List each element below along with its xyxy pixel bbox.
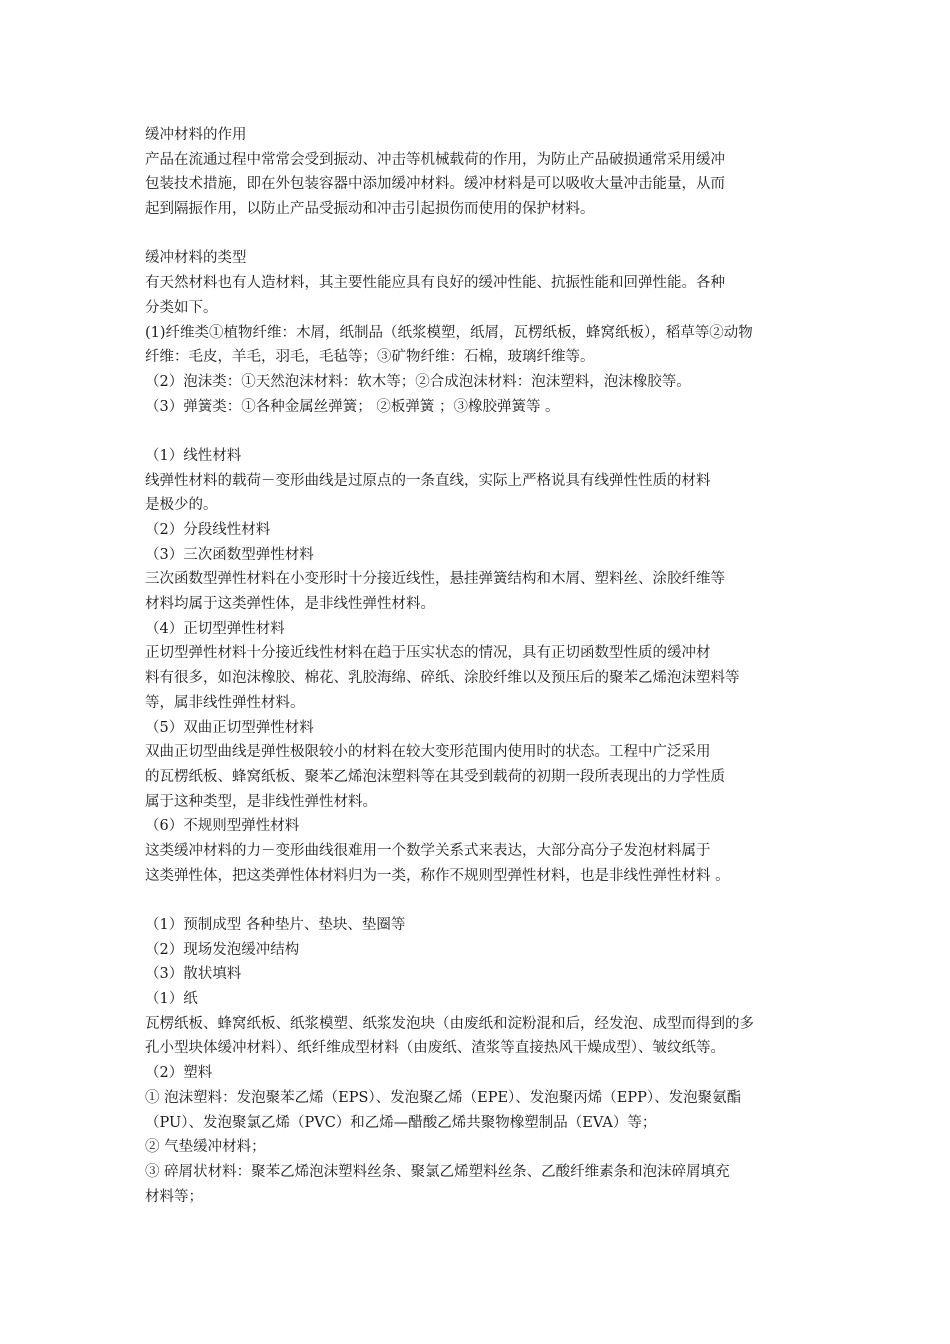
text-line: 这类弹性体，把这类弹性体材料归为一类，称作不规则型弹性材料，也是非线性弹性材料 。 (145, 867, 730, 884)
text-line: 等，属非线性弹性材料。 (145, 694, 305, 711)
blank-line (145, 222, 808, 247)
text-line: （2）塑料 (145, 1065, 213, 1082)
text-line: 起到隔振作用，以防止产品受振动和冲击引起损伤而使用的保护材料。 (145, 201, 595, 218)
text-line: 线弹性材料的载荷－变形曲线是过原点的一条直线，实际上严格说具有线弹性性质的材料 (145, 472, 711, 489)
text-line: 三次函数型弹性材料在小变形时十分接近线性，悬挂弹簧结构和木屑、塑料丝、涂胶纤维等 (145, 571, 725, 588)
blank-line (145, 888, 808, 913)
text-line: 瓦楞纸板、蜂窝纸板、纸浆模塑、纸浆发泡块（由废纸和淀粉混和后，经发泡、成型而得到的多 (145, 1015, 754, 1032)
text-line: （6）不规则型弹性材料 (145, 818, 300, 835)
text-line: 材料均属于这类弹性体，是非线性弹性材料。 (145, 596, 435, 613)
text-line: 分类如下。 (145, 299, 218, 316)
document-body (145, 123, 808, 1209)
text-line: （3）三次函数型弹性材料 (145, 546, 314, 563)
text-line: 缓冲材料的类型 (145, 250, 247, 267)
text-line: 有天然材料也有人造材料，其主要性能应具有良好的缓冲性能、抗振性能和回弹性能。各种 (145, 275, 725, 292)
text-line: ③ 碎屑状材料：聚苯乙烯泡沫塑料丝条、聚氯乙烯塑料丝条、乙酸纤维素条和泡沫碎屑填充 (145, 1163, 730, 1180)
text-line: 属于这种类型，是非线性弹性材料。 (145, 793, 377, 810)
text-line: 纤维：毛皮，羊毛，羽毛，毛毡等；③矿物纤维：石棉，玻璃纤维等。 (145, 349, 595, 366)
text-line: （2）现场发泡缓冲结构 (145, 941, 300, 958)
text-line: ② 气垫缓冲材料； (145, 1139, 266, 1156)
text-line: （1）预制成型 各种垫片、垫块、垫圈等 (145, 917, 406, 933)
text-line: 正切型弹性材料十分接近线性材料在趋于压实状态的情况，具有正切函数型性质的缓冲材 (145, 645, 711, 662)
text-line: （1）纸 (145, 991, 198, 1008)
text-line: （PU）、发泡聚氯乙烯（PVC）和乙烯—醋酸乙烯共聚物橡塑制品（EVA）等； (145, 1114, 657, 1131)
text-line: ① 泡沫塑料：发泡聚苯乙烯（EPS）、发泡聚乙烯（EPE）、发泡聚丙烯（EPP）、发泡聚氨酯 (145, 1089, 742, 1106)
text-line: （5）双曲正切型弹性材料 (145, 719, 314, 736)
text-line: （4）正切型弹性材料 (145, 620, 285, 637)
text-line: 是极少的。 (145, 497, 218, 514)
text-line: 孔小型块体缓冲材料）、纸纤维成型材料（由废纸、渣浆等直接热风干燥成型）、皱纹纸等。 (145, 1040, 725, 1057)
text-line: 缓冲材料的作用 (145, 127, 247, 143)
blank-line (145, 419, 808, 444)
text-line: 的瓦楞纸板、蜂窝纸板、聚苯乙烯泡沫塑料等在其受到载荷的初期一段所表现出的力学性质 (145, 768, 725, 785)
text-line: 材料等； (145, 1188, 203, 1205)
text-line: 双曲正切型曲线是弹性极限较小的材料在较大变形范围内使用时的状态。工程中广泛采用 (145, 744, 711, 761)
text-line: 料有很多，如泡沫橡胶、棉花、乳胶海绵、碎纸、涂胶纤维以及预压后的聚苯乙烯泡沫塑料等 (145, 670, 740, 687)
text-line: 产品在流通过程中常常会受到振动、冲击等机械载荷的作用，为防止产品破损通常采用缓冲 (145, 151, 725, 168)
text-line: （1）线性材料 (145, 447, 242, 464)
text-line: （3）弹簧类：①各种金属丝弹簧； ②板弹簧 ；③橡胶弹簧等 。 (145, 398, 560, 415)
text-line: （2）泡沫类：①天然泡沫材料：软木等；②合成泡沫材料：泡沫塑料，泡沫橡胶等。 (145, 373, 691, 390)
text-line: 这类缓冲材料的力－变形曲线很难用一个数学关系式来表达，大部分高分子发泡材料属于 (145, 842, 711, 859)
text-line: （3）散状填料 (145, 966, 242, 983)
text-line: (1)纤维类①植物纤维：木屑，纸制品（纸浆模塑，纸屑，瓦楞纸板，蜂窝纸板），稻草等②动物 (145, 324, 753, 341)
text-line: 包装技术措施，即在外包装容器中添加缓冲材料。缓冲材料是可以吸收大量冲击能量，从而 (145, 176, 725, 193)
text-line: （2）分段线性材料 (145, 522, 271, 538)
